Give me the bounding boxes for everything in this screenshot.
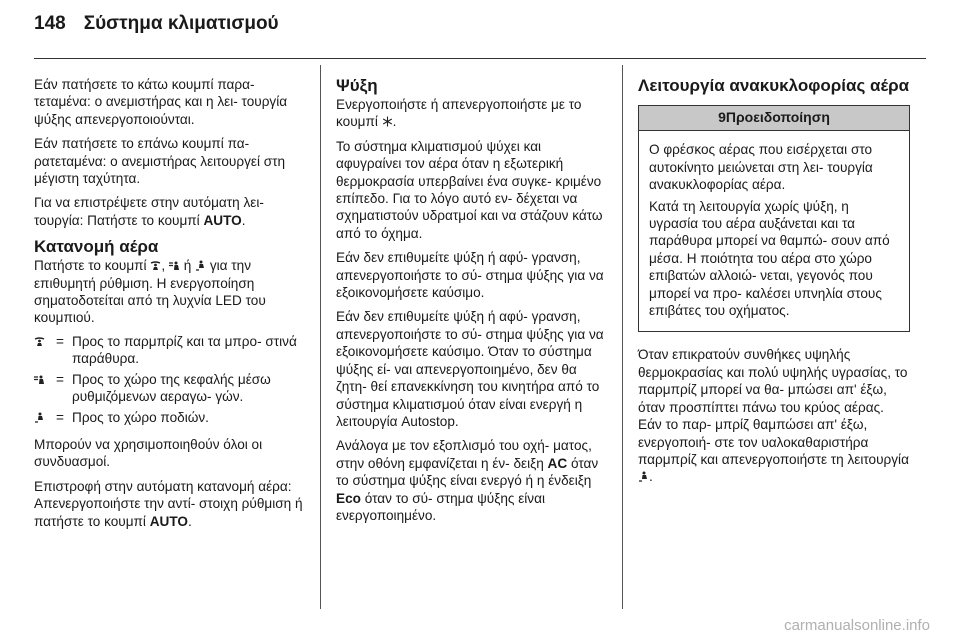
- snowflake-icon: [382, 116, 393, 127]
- auto-label: AUTO: [203, 212, 242, 228]
- windscreen-icon: [150, 260, 161, 271]
- paragraph: Εάν πατήσετε το επάνω κουμπί πα- ρατεταμένα: ο ανεμιστήρας λειτουργεί στη μέγιστη ταχύτητα.: [34, 136, 286, 187]
- list-item-text: Προς το παρμπρίζ και τα μπρο- στινά παράθυρα.: [72, 333, 297, 367]
- column-2: [336, 76, 608, 531]
- paragraph: Εάν δεν επιθυμείτε ψύξη ή αφύ- γρανση, απενεργοποιήστε το σύ- στημα ψύξης για να εξοικονομήσετε καύσιμο. Όταν το σύστημα ψύξης εί- ναι απενεργοποιημένο, δεν θα ζητη- θεί επανεκκίνηση του κινητήρα από το σύστημα κλιματισμού όταν είναι ενεργή η λειτουργία Autostop.: [336, 309, 604, 429]
- paragraph: Ο φρέσκος αέρας που εισέρχεται στο αυτοκίνητο μειώνεται στη λει- τουργία ανακυκλοφορίας αέρα.: [649, 142, 873, 193]
- page-header: [34, 13, 279, 35]
- column-3: [638, 76, 910, 493]
- page-title: Σύστημα κλιματισμού: [83, 13, 279, 34]
- equals-sign: =: [56, 409, 64, 425]
- section-heading-air-distribution: Κατανομή αέρα: [34, 237, 159, 257]
- equals-sign: =: [56, 333, 64, 349]
- paragraph: Εάν πατήσετε το κάτω κουμπί παρα- τεταμένα: ο ανεμιστήρας και η λει- τουργία ψύξης απενεργοποιούνται.: [34, 77, 288, 127]
- paragraph: Το σύστημα κλιματισμού ψύχει και αφυγραίνει τον αέρα όταν η εξωτερική θερμοκρασία υπερβαίνει ένα συγκε- κριμένο επίπεδο. Για το λόγο αυτό εν- δέχεται να σχηματιστούν υδρατμοί και να στάζουν κάτω από το όχημα.: [336, 138, 603, 241]
- column-1: [34, 76, 306, 537]
- windscreen-icon: [34, 336, 45, 347]
- auto-label: AUTO: [149, 513, 188, 529]
- paragraph: Μπορούν να χρησιμοποιηθούν όλοι οι συνδυασμοί.: [34, 436, 263, 470]
- list-item-text: Προς το χώρο ποδιών.: [72, 409, 209, 425]
- warning-box: [638, 105, 910, 332]
- equals-sign: =: [56, 371, 64, 387]
- warning-icon: 9: [718, 109, 726, 125]
- definition-list: [34, 333, 306, 426]
- paragraph: Για να επιστρέψετε στην αυτόματη λει- τουργία: Πατήστε το κουμπί AUTO.: [34, 195, 264, 228]
- list-item: [34, 409, 306, 426]
- paragraph: Πατήστε το κουμπί , ή για την επιθυμητή ρύθμιση. Η ενεργοποίηση σηματοδοτείται από τη λυχνία LED του κουμπιού.: [34, 258, 266, 326]
- list-item-text: Προς το χώρο της κεφαλής μέσω ρυθμιζόμενων αεραγω- γών.: [72, 371, 271, 405]
- footwell-icon: [638, 471, 649, 482]
- eco-label: Eco: [336, 490, 361, 506]
- section-heading-cooling: Ψύξη: [336, 76, 378, 95]
- section-heading-recirculation: Λειτουργία ανακυκλοφορίας αέρα: [638, 76, 910, 95]
- warning-title: Προειδοποίηση: [725, 109, 830, 125]
- paragraph: Επιστροφή στην αυτόματη κατανομή αέρα: Απενεργοποιήστε την αντί- στοιχη ρύθμιση ή πατήστε το κουμπί AUTO.: [34, 478, 303, 529]
- paragraph: Ενεργοποιήστε ή απενεργοποιήστε με το κουμπί .: [336, 97, 582, 130]
- paragraph: Εάν δεν επιθυμείτε ψύξη ή αφύ- γρανση, απενεργοποιήστε το σύ- στημα ψύξης για να εξοικονομήσετε καύσιμο.: [336, 250, 604, 301]
- head-area-icon: [34, 374, 45, 385]
- head-area-icon: [169, 260, 180, 271]
- footwell-icon: [34, 412, 45, 423]
- list-item: [34, 371, 306, 406]
- paragraph: Όταν επικρατούν συνθήκες υψηλής θερμοκρασίας και πολύ υψηλής υγρασίας, το παρμπρίζ μπορεί να θα- μπώσει απ' έξω, όταν προσπίπτει πάνω του κρύος αέρας. Εάν το παρ- μπρίζ θαμπώσει απ' έξω, ενεργοποιή- στε τον υαλοκαθαριστήρα παρμπρίζ και απενεργοποιήστε τη λειτουργία .: [638, 347, 909, 485]
- warning-body: [639, 131, 909, 331]
- list-item: [34, 333, 306, 368]
- paragraph: Ανάλογα με τον εξοπλισμό του οχή- ματος, στην οθόνη εμφανίζεται η έν- δειξη AC όταν το σύστημα ψύξης είναι ενεργό ή η ένδειξη Eco όταν το σύ- στημα ψύξης είναι ενεργοποιημένο.: [336, 438, 599, 523]
- column-divider: [622, 65, 623, 609]
- warning-header: [639, 106, 909, 131]
- paragraph: Κατά τη λειτουργία χωρίς ψύξη, η υγρασία του αέρα αυξάνεται και τα παράθυρα μπορεί να θαμπώ- σουν από μέσα. Η ποιότητα του αέρα στο χώρο επιβατών αλλοιώ- νεται, γεγονός που μπορεί να προ- καλέσει υπνηλία στους επιβάτες του οχήματος.: [649, 198, 890, 319]
- ac-label: AC: [547, 455, 568, 471]
- watermark: carmanualsonline.info: [784, 617, 930, 634]
- footwell-icon: [195, 260, 206, 271]
- page-number: 148: [34, 13, 66, 34]
- header-rule: [34, 58, 926, 59]
- column-divider: [320, 65, 321, 609]
